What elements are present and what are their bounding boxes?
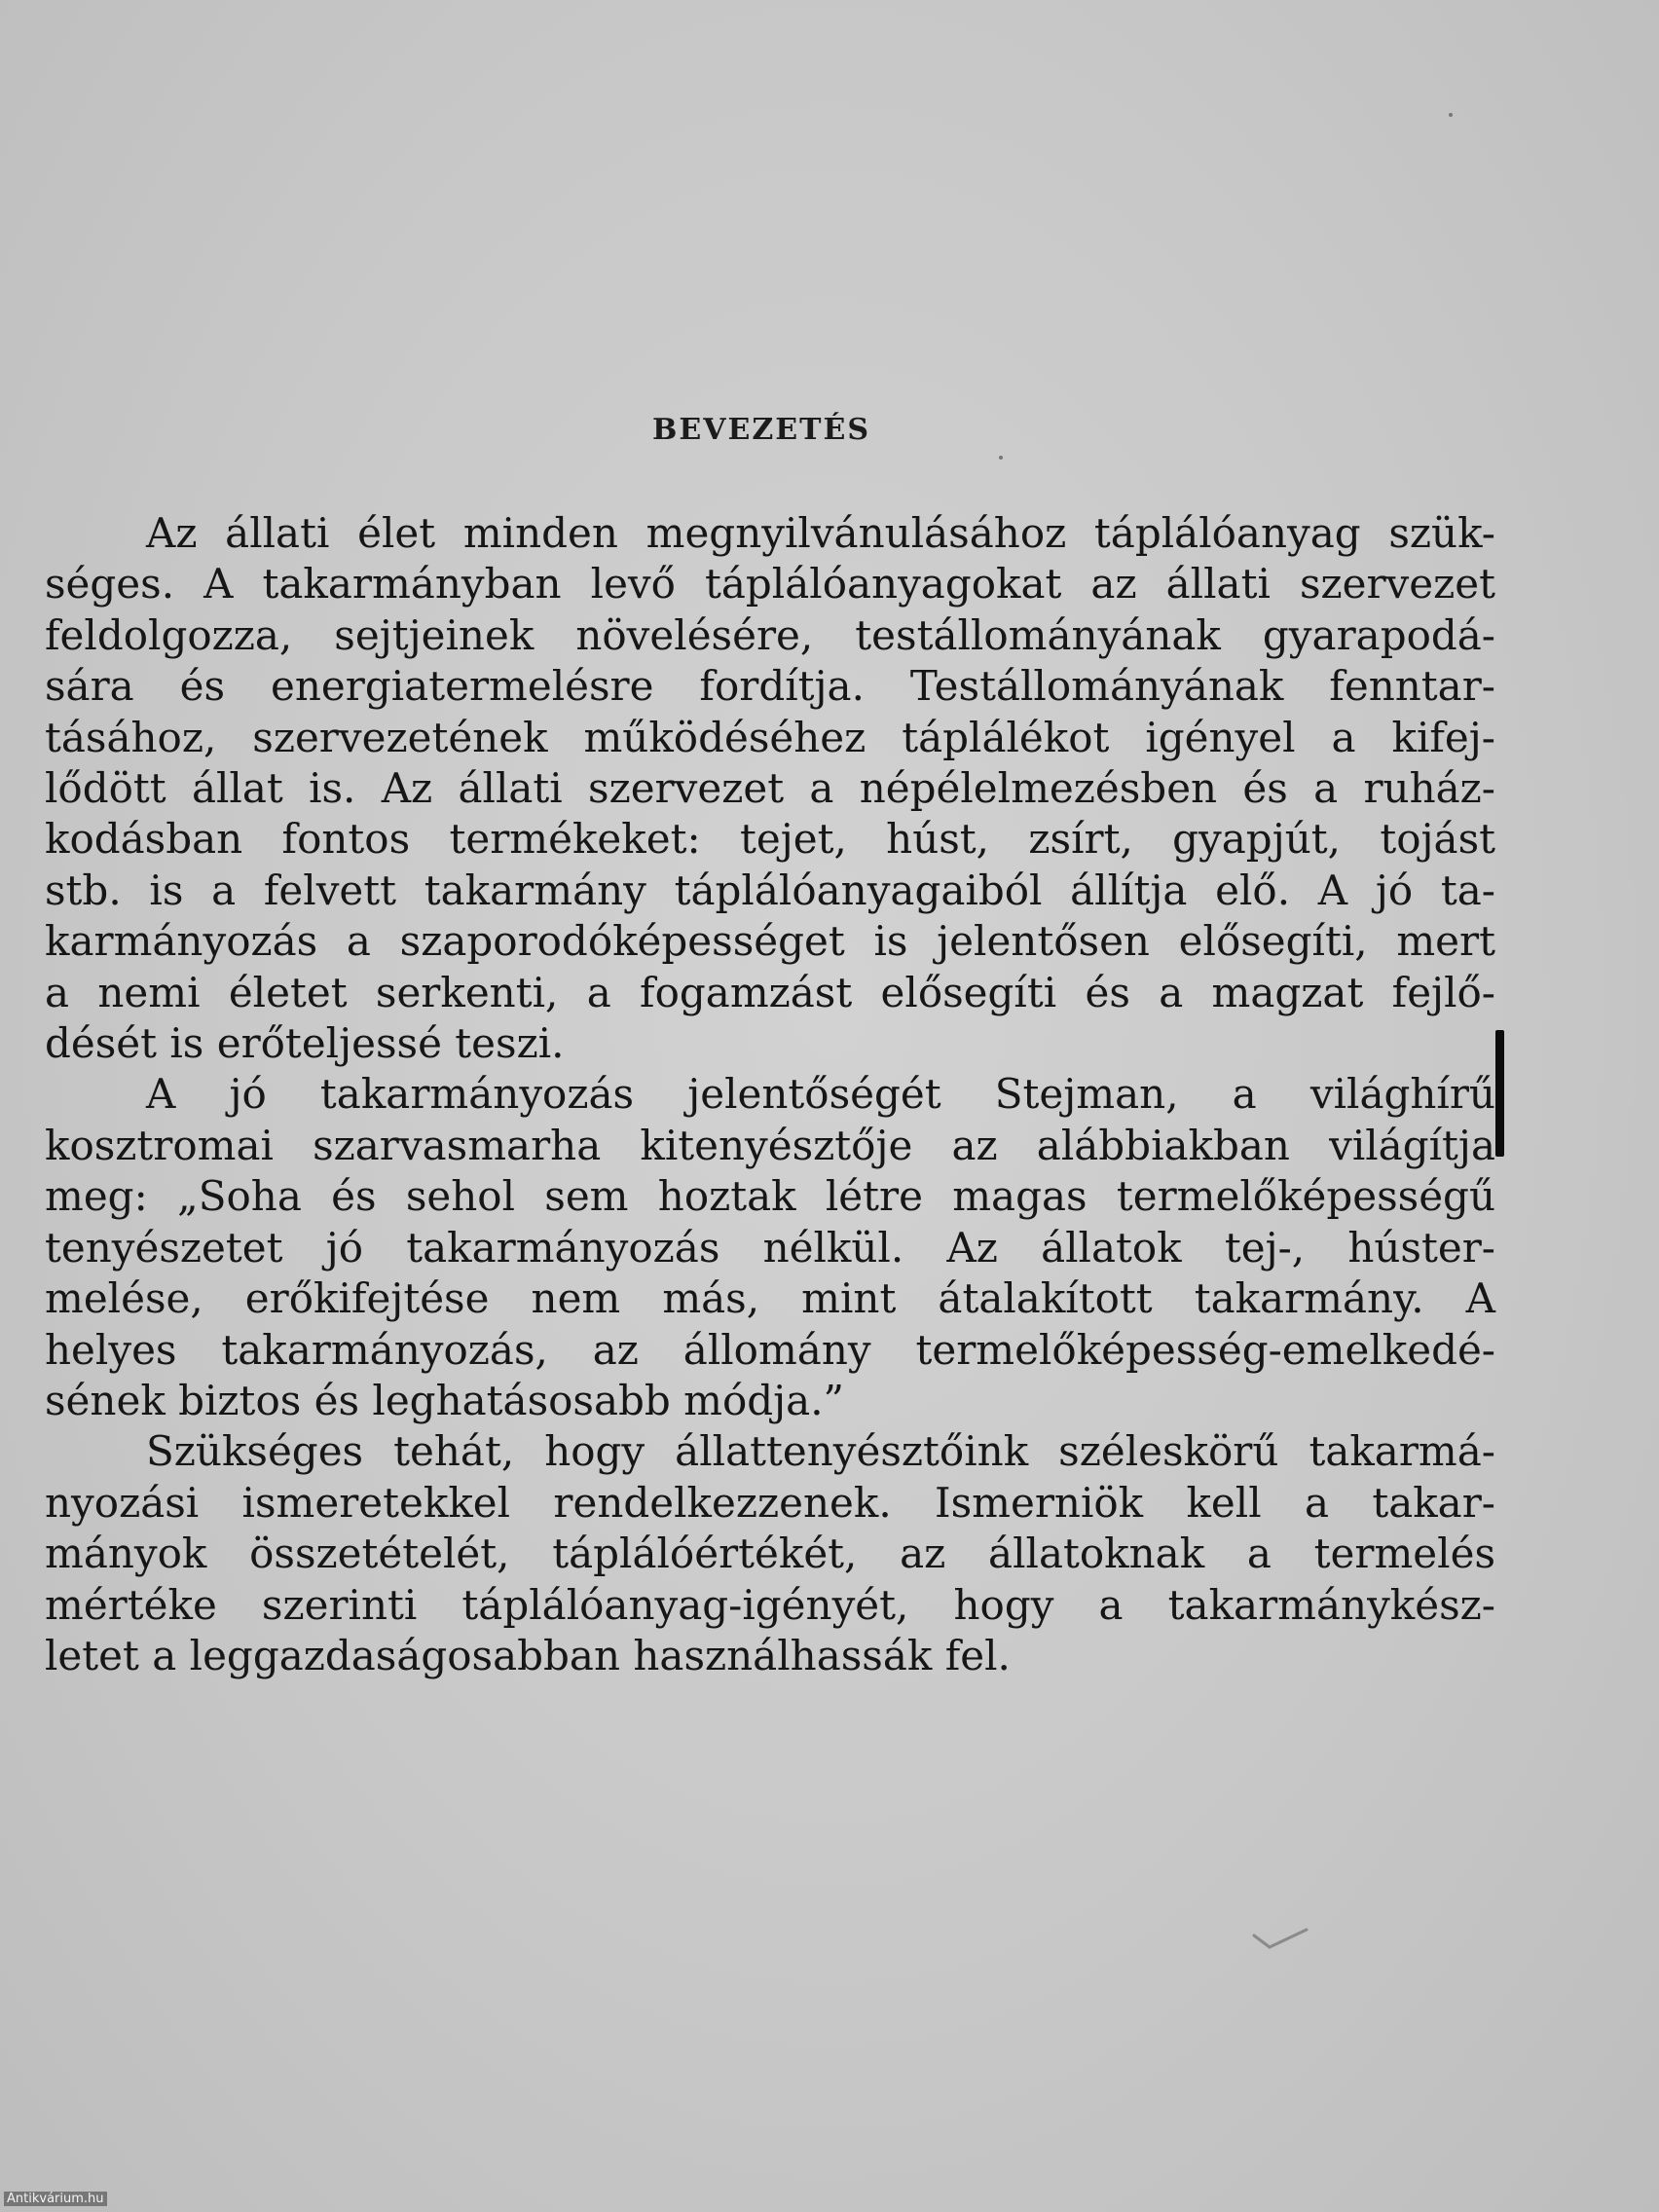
text-line: mértéke szerinti táplálóanyag-igényét, hogy a takarmánykész- — [45, 1580, 1495, 1629]
paragraph-2 — [45, 1069, 1495, 1426]
text-line: Szükséges tehát, hogy állattenyésztőink széleskörű takarmá- — [146, 1427, 1495, 1476]
page-title: BEVEZETÉS — [652, 413, 870, 447]
text-line: meg: „Soha és sehol sem hoztak létre magas termelőképességű — [45, 1172, 1495, 1221]
text-line: mányok összetételét, táplálóértékét, az állatoknak a termelés — [45, 1530, 1495, 1578]
text-line: sára és energiatermelésre fordítja. Testállományának fenntar- — [45, 662, 1495, 711]
paragraph-3 — [45, 1426, 1495, 1681]
text-line: Az állati élet minden megnyilvánulásához táplálóanyag szük- — [146, 509, 1495, 557]
text-line: stb. is a felvett takarmány táplálóanyagaiból állítja elő. A jó ta- — [45, 866, 1495, 914]
text-line: a nemi életet serkenti, a fogamzást elősegíti és a magzat fejlő- — [45, 968, 1495, 1016]
text-line: feldolgozza, sejtjeinek növelésére, testállományának gyarapodá- — [45, 610, 1495, 659]
paragraph-1 — [45, 508, 1495, 1069]
text-line: kodásban fontos termékeket: tejet, húst, zsírt, gyapjút, tojást — [45, 815, 1495, 864]
text-line: tenyészetet jó takarmányozás nélkül. Az állatok tej-, húster- — [45, 1223, 1495, 1272]
body-text — [45, 508, 1495, 1681]
speck — [1449, 113, 1453, 117]
text-line: A jó takarmányozás jelentőségét Stejman, a világhírű — [146, 1070, 1495, 1119]
text-line: sének biztos és leghatásosabb módja.” — [45, 1376, 845, 1424]
text-line: lődött állat is. Az állati szervezet a népélelmezésben és a ruház- — [45, 764, 1495, 813]
text-line: dését is erőteljessé teszi. — [45, 1019, 565, 1068]
text-line: tásához, szervezetének működéséhez táplálékot igényel a kifej- — [45, 713, 1495, 761]
text-line: melése, erőkifejtése nem más, mint átalakított takarmány. A — [45, 1274, 1495, 1323]
margin-pencil-mark — [1495, 1030, 1504, 1157]
watermark: Antikvárium.hu — [4, 2192, 107, 2206]
text-line: nyozási ismeretekkel rendelkezzenek. Ismerniök kell a takar- — [45, 1478, 1495, 1527]
text-line: karmányozás a szaporodóképességet is jelentősen elősegíti, mert — [45, 917, 1495, 966]
text-line: letet a leggazdaságosabban használhassák fel. — [45, 1631, 1011, 1679]
pencil-tick-mark — [1252, 1926, 1310, 1955]
text-line: helyes takarmányozás, az állomány termelőképesség-emelkedé- — [45, 1325, 1495, 1374]
text-line: kosztromai szarvasmarha kitenyésztője az alábbiakban világítja — [45, 1121, 1495, 1169]
text-line: séges. A takarmányban levő táplálóanyagokat az állati szervezet — [45, 560, 1495, 608]
speck — [999, 456, 1003, 460]
